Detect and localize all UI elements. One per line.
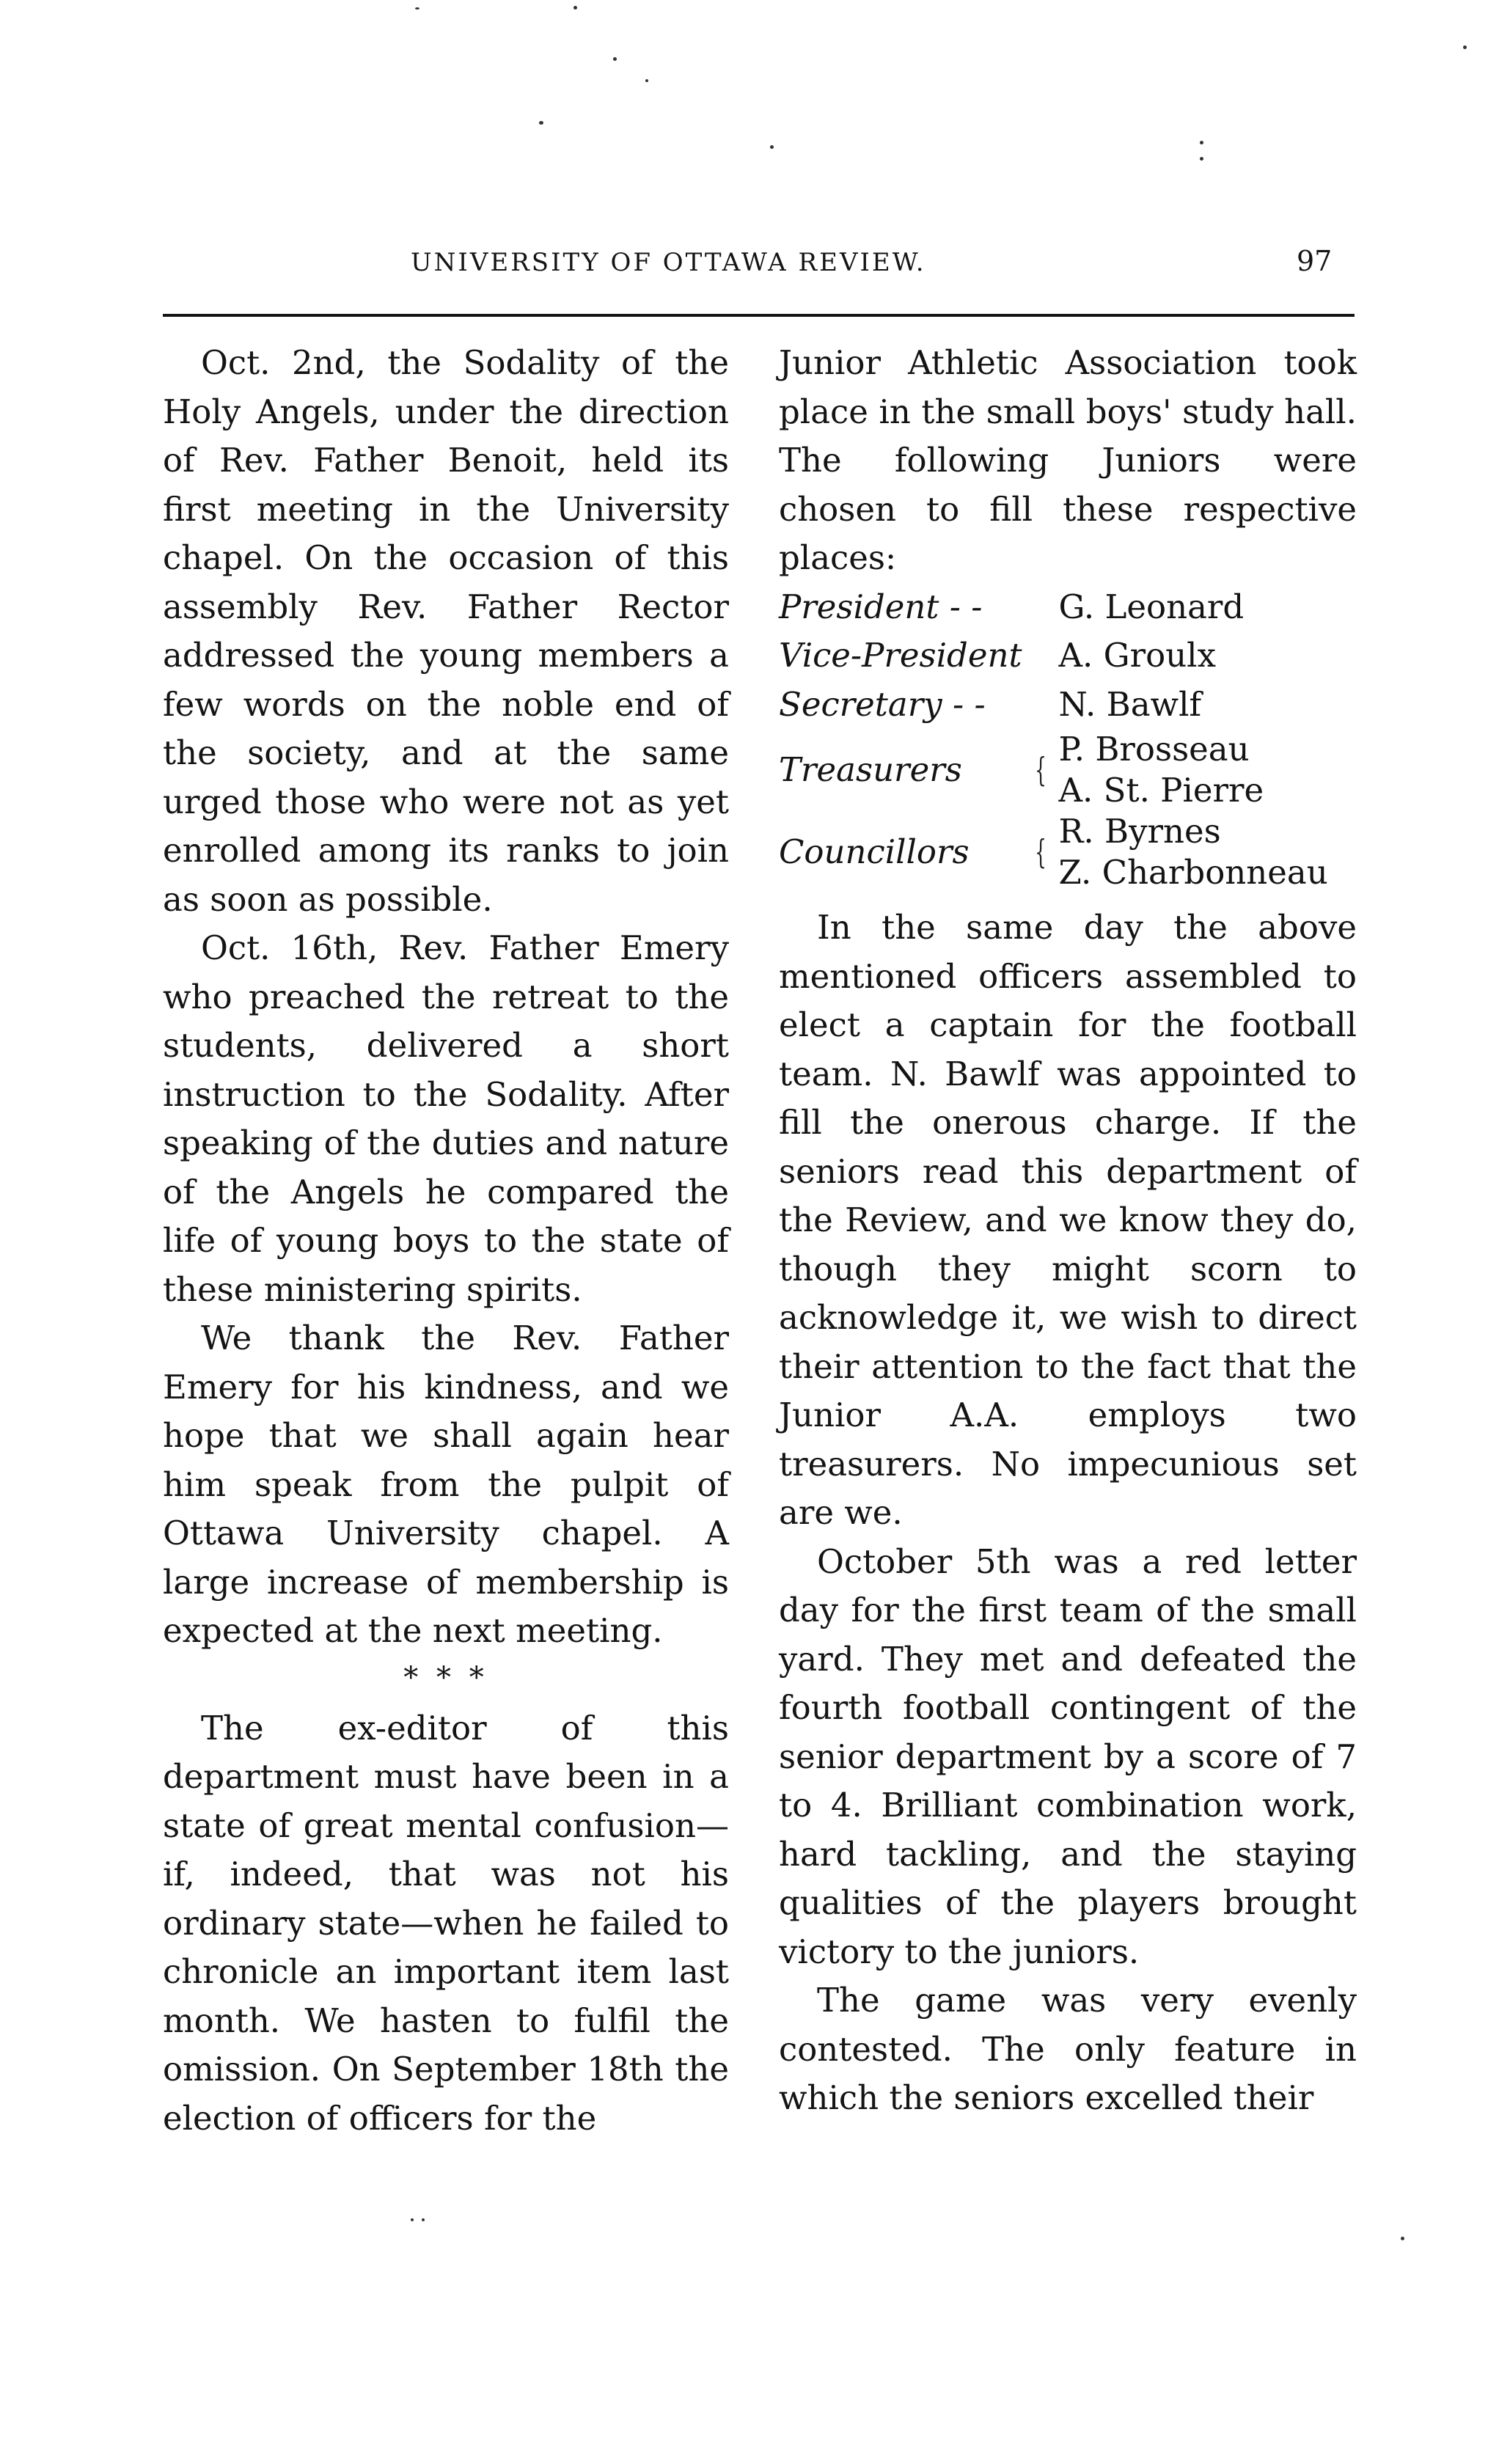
officer-role: Councillors [779, 832, 970, 871]
officer-row [779, 681, 1357, 730]
running-title: UNIVERSITY OF OTTAWA REVIEW. [411, 248, 926, 277]
right-column [779, 339, 1357, 2123]
scan-speck [1200, 157, 1203, 161]
officer-name: G. Leonard [1058, 587, 1245, 626]
scan-speck [1200, 141, 1203, 144]
officer-name: A. St. Pierre [1058, 771, 1264, 810]
brace-glyph: { [1034, 832, 1047, 871]
paragraph: We thank the Rev. Father Emery for his kindness, and we hope that we shall again hear him speak from the pulpit of Ottawa University chapel. A large increase of membership is expected at the next meeting. [163, 1319, 729, 1650]
scan-speck [1463, 45, 1467, 49]
officer-names [1059, 729, 1357, 811]
header-rule [163, 314, 1355, 317]
scan-speck [645, 79, 648, 82]
officer-name: Z. Charbonneau [1058, 853, 1328, 892]
officer-role: Secretary - - [779, 684, 986, 724]
paragraph: In the same day the above mentioned officers assembled to elect a captain for the football team. N. Bawlf was appointed to fill the onerous charge. If the seniors read this department of the Review, and we know they do, though they might scorn to acknowledge it, we wish to direct their attention to the fact that the Junior A.A. employs two treasurers. No impecunious set are we. [779, 908, 1357, 1532]
officer-names [1059, 811, 1357, 893]
paragraph: October 5th was a red letter day for the first team of the small yard. They met and defeated the fourth football contingent of the senior department by a score of 7 to 4. Brilliant combination work, hard tackling, and the staying qualities of the players brought victory to the juniors. [779, 1541, 1357, 1971]
officer-name: A. Groulx [1058, 636, 1216, 675]
scan-speck [411, 2218, 414, 2221]
left-column [163, 339, 729, 2143]
officers-list [779, 583, 1357, 894]
scan-speck [415, 7, 419, 10]
paragraph: The ex-editor of this department must have been in a state of great mental confusion—if, indeed, that was not his ordinary state—when he failed to chronicle an important item last month. We hasten to fulfil the omission. On September 18th the election of officers for the [163, 1708, 729, 2138]
paragraph: Junior Athletic Association took place in the small boys' study hall. The following Juniors were chosen to fill these respective places: [779, 343, 1357, 577]
paragraph: Oct. 2nd, the Sodality of the Holy Angels, under the direction of Rev. Father Benoit, held its first meeting in the University chapel. On the occasion of this assembly Rev. Father Rector addressed the young members a few words on the noble end of the society, and at the same urged those who were not as yet enrolled among its ranks to join as soon as possible. [163, 343, 729, 919]
officer-role: Treasurers [779, 749, 962, 789]
officer-name: R. Byrnes [1058, 812, 1221, 851]
officer-row [779, 583, 1357, 632]
scan-speck [573, 6, 577, 10]
officer-role: President - - [779, 587, 983, 626]
officer-name: N. Bawlf [1058, 684, 1202, 724]
paragraph: The game was very evenly contested. The only feature in which the seniors excelled their [779, 1981, 1357, 2117]
officer-row [779, 631, 1357, 681]
page-number: 97 [1297, 245, 1333, 277]
scan-speck [613, 57, 617, 61]
scan-speck [422, 2218, 425, 2221]
officer-row [779, 729, 1357, 811]
officer-role: Vice-President [779, 636, 1022, 675]
officer-name: P. Brosseau [1058, 730, 1250, 769]
scan-speck [1401, 2237, 1404, 2240]
scan-speck [539, 121, 543, 125]
paragraph: Oct. 16th, Rev. Father Emery who preached the retreat to the students, delivered a short instruction to the Sodality. After speaking of the duties and nature of the Angels he compared the life of young boys to the state of these ministering spirits. [163, 928, 729, 1309]
scan-speck [770, 145, 774, 149]
section-separator: * * * [403, 1660, 488, 1695]
officer-row [779, 811, 1357, 893]
brace-glyph: { [1034, 749, 1047, 789]
